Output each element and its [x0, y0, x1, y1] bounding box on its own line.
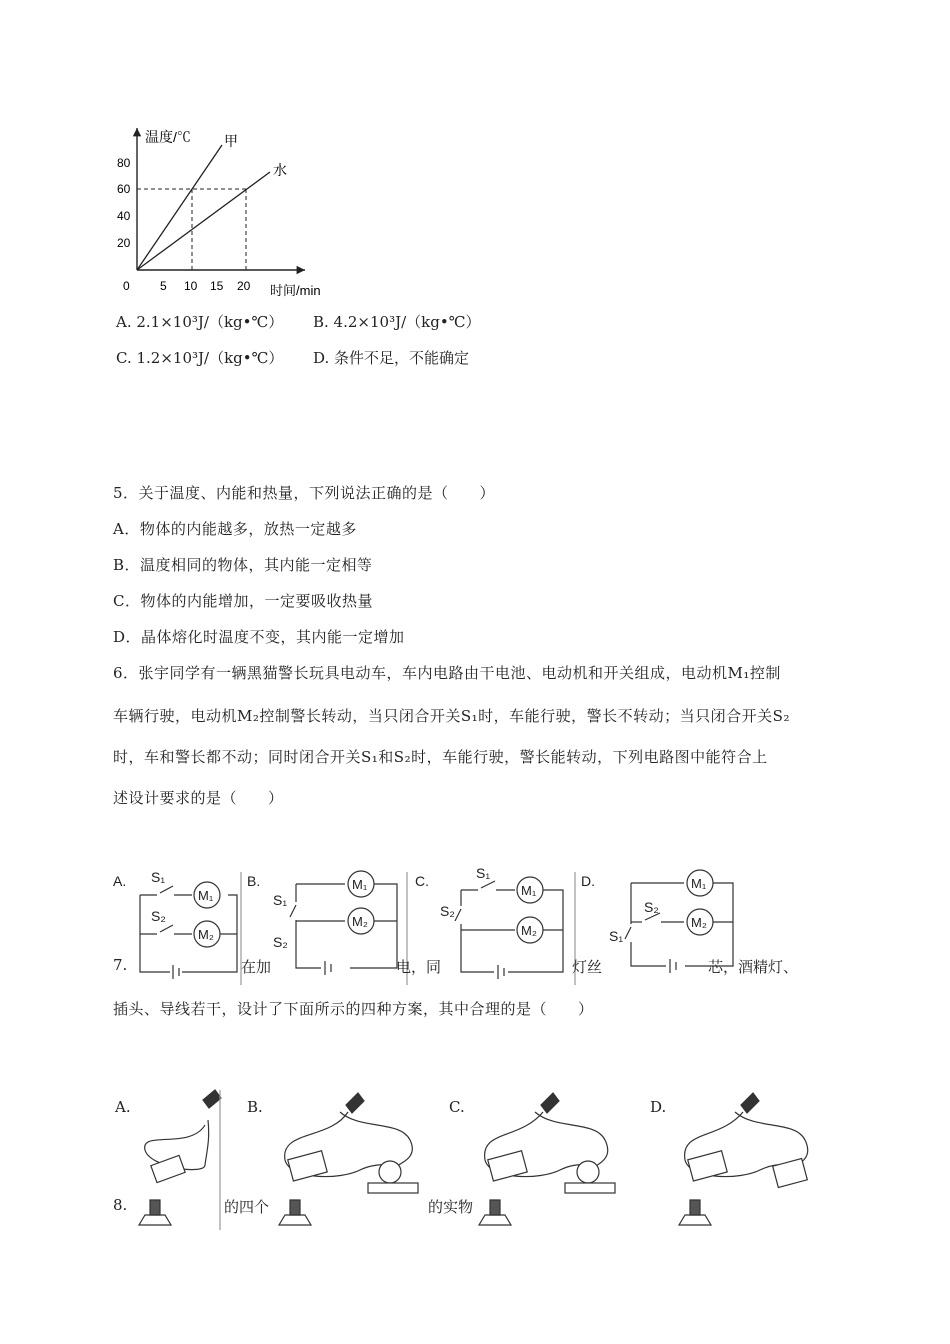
- y-tick-20: 20: [117, 236, 131, 250]
- q5-stem: 5．关于温度、内能和热量，下列说法正确的是（ ）: [113, 484, 496, 502]
- x-tick-10: 10: [184, 279, 198, 293]
- q7-fragment5: 芯，酒精灯、: [708, 958, 799, 976]
- b-s1-label: S₁: [273, 892, 288, 908]
- q7-letter-d: D.: [650, 1098, 667, 1116]
- c-s1-label: S₁: [476, 865, 491, 881]
- a-s1-label: S₁: [151, 869, 166, 885]
- q5-option-d: D．晶体熔化时温度不变，其内能一定增加: [113, 628, 405, 646]
- q7-fragment4: 灯丝: [572, 958, 603, 976]
- y-tick-80: 80: [117, 156, 131, 170]
- x-tick-0: 0: [123, 279, 130, 293]
- d-s2-label: S₂: [644, 899, 659, 915]
- x-tick-15: 15: [210, 279, 224, 293]
- q4-option-d: D. 条件不足，不能确定: [313, 349, 470, 367]
- q7-a-apparatus: [139, 1090, 221, 1230]
- q6-line1: 6．张宇同学有一辆黑猫警长玩具电动车，车内电路由干电池、电动机和开关组成，电动机M₁控制: [113, 664, 781, 682]
- q7-b-apparatus: [279, 1093, 418, 1225]
- q6-letter-d: D.: [581, 873, 595, 889]
- q6-letter-c: C.: [415, 873, 429, 889]
- q6-line4: 述设计要求的是（ ）: [113, 789, 284, 807]
- q7-fragment3: 电，同: [396, 958, 442, 976]
- q8-fragment1: 8.: [113, 1196, 128, 1214]
- q4-option-c: C. 1.2×10³J/（kg•℃）: [116, 349, 284, 367]
- d-m2-label: M₂: [691, 915, 707, 930]
- b-m2-label: M₂: [352, 914, 368, 929]
- q5-option-b: B．温度相同的物体，其内能一定相等: [113, 556, 373, 574]
- q8-fragment3: 的实物: [428, 1198, 474, 1216]
- q6-letter-b: B.: [247, 873, 261, 889]
- q6-line3: 时，车和警长都不动；同时闭合开关S₁和S₂时，车能行驶，警长能转动，下列电路图中能符合上: [113, 748, 768, 766]
- c-s2-label: S₂: [440, 903, 455, 919]
- q7-line2: 插头、导线若干，设计了下面所示的四种方案，其中合理的是（ ）: [113, 1000, 594, 1018]
- q7-d-apparatus: [679, 1093, 808, 1225]
- q4-option-b: B. 4.2×10³J/（kg•℃）: [313, 313, 481, 331]
- y-tick-60: 60: [117, 182, 131, 196]
- c-m2-label: M₂: [521, 923, 537, 938]
- a-m1-label: M₁: [198, 888, 214, 903]
- b-s2-label: S₂: [273, 934, 288, 950]
- y-tick-40: 40: [117, 209, 131, 223]
- q6-line2: 车辆行驶，电动机M₂控制警长转动，当只闭合开关S₁时，车能行驶，警长不转动；当只闭合开关S₂: [113, 707, 790, 725]
- q7-fragment1: 7.: [113, 956, 128, 974]
- q7-fragment2: 在加: [241, 958, 272, 976]
- series-jia-label: 甲: [224, 133, 238, 149]
- y-axis-label: 温度/℃: [145, 129, 191, 145]
- q4-option-a: A. 2.1×10³J/（kg•℃）: [116, 313, 284, 331]
- q6-letter-a: A.: [113, 873, 127, 889]
- d-s1-label: S₁: [609, 928, 624, 944]
- q5-option-c: C．物体的内能增加，一定要吸收热量: [113, 592, 373, 610]
- d-m1-label: M₁: [691, 876, 707, 891]
- b-m1-label: M₁: [352, 877, 368, 892]
- c-m1-label: M₁: [521, 883, 537, 898]
- q5-option-a: A．物体的内能越多，放热一定越多: [113, 520, 357, 538]
- q7-letter-b: B.: [247, 1098, 263, 1116]
- series-water-label: 水: [273, 162, 287, 178]
- x-axis-label: 时间/min: [270, 283, 321, 298]
- x-tick-5: 5: [160, 279, 167, 293]
- q8-fragment2: 的四个: [224, 1198, 270, 1216]
- q7-letter-c: C.: [449, 1098, 465, 1116]
- x-tick-20: 20: [237, 279, 251, 293]
- q7-c-apparatus: [479, 1093, 615, 1225]
- a-s2-label: S₂: [151, 908, 166, 924]
- q7-letter-a: A.: [115, 1098, 131, 1116]
- a-m2-label: M₂: [198, 927, 214, 942]
